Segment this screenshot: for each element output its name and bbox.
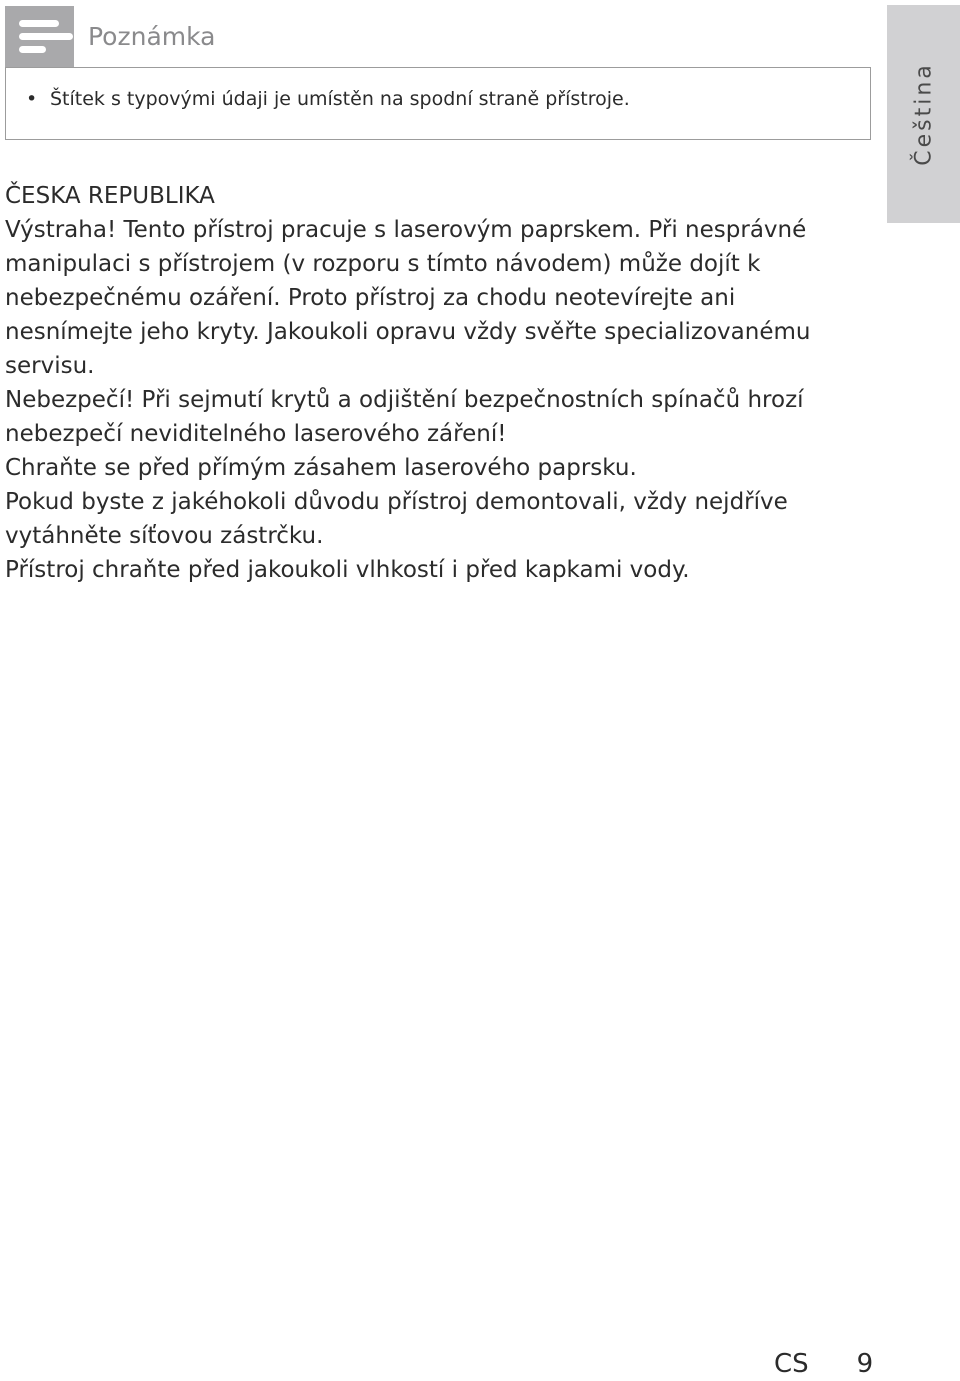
paragraph-danger: Nebezpečí! Při sejmutí krytů a odjištění bezpečnostních spínačů hrozí nebezpečí neviditelného laserového záření! [5, 387, 804, 447]
note-icon [5, 6, 74, 67]
page-number: 9 [856, 1349, 874, 1379]
section-heading: ČESKA REPUBLIKA [5, 183, 215, 209]
page-footer [774, 1347, 873, 1381]
language-side-tab [887, 5, 960, 223]
language-side-tab-label: Čeština [911, 62, 936, 166]
paragraph-warning: Výstraha! Tento přístroj pracuje s laserovým paprskem. Při nesprávné manipulaci s přístrojem (v rozporu s tímto návodem) může dojít k nebezpečnému ozáření. Proto přístroj za chodu neotevírejte ani nesnímejte jeho kryty. Jakoukoli opravu vždy svěřte specializovanému servisu. [5, 217, 811, 379]
note-box [5, 67, 871, 140]
note-item [26, 86, 630, 112]
note-icon-line [19, 46, 46, 53]
paragraph-moisture: Přístroj chraňte před jakoukoli vlhkostí i před kapkami vody. [5, 557, 690, 583]
paragraph-protect-beam: Chraňte se před přímým zásahem laserového paprsku. [5, 455, 637, 481]
note-item-text: Štítek s typovými údaji je umístěn na spodní straně přístroje. [50, 88, 630, 110]
paragraph-unplug: Pokud byste z jakéhokoli důvodu přístroj demontovali, vždy nejdříve vytáhněte síťovou zástrčku. [5, 489, 788, 549]
note-title: Poznámka [88, 22, 216, 51]
bullet-icon: • [26, 88, 38, 110]
warning-section [5, 179, 855, 587]
note-icon-line [19, 20, 59, 27]
footer-language-code: CS [774, 1349, 809, 1379]
note-icon-line [19, 33, 73, 40]
